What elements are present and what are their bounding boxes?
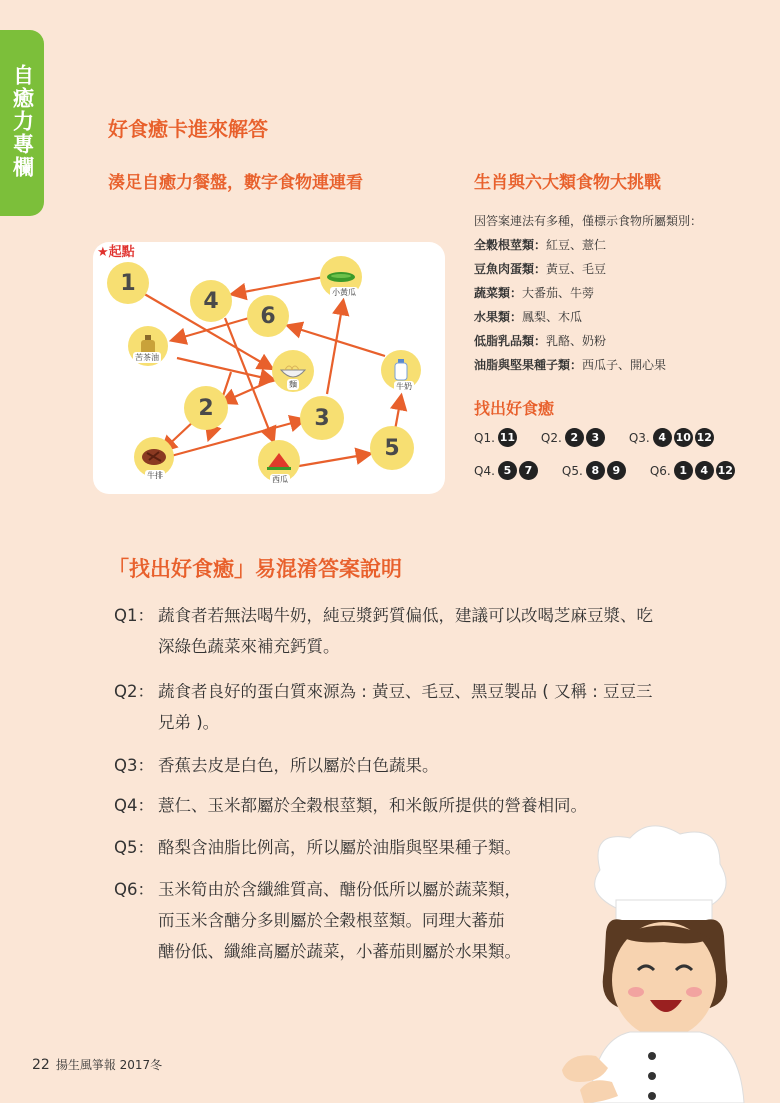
- page-title: 好食癒卡進來解答: [108, 117, 268, 141]
- node-6: [247, 295, 289, 337]
- answer-badge: 4: [695, 461, 714, 480]
- answer-items: 乳酪、奶粉: [546, 334, 607, 348]
- qa-line: 兄弟 )。: [158, 713, 220, 732]
- answer-badge: 12: [695, 428, 714, 447]
- qa-item-3: [114, 750, 734, 781]
- page-number: 22: [32, 1057, 50, 1073]
- noodle-label: 麵: [289, 380, 297, 389]
- answer-items: 鳳梨、木瓜: [522, 310, 583, 324]
- answer-badge: 11: [498, 428, 517, 447]
- node-2: [184, 386, 228, 430]
- answer-badge: 2: [565, 428, 584, 447]
- good-food-q2: [541, 428, 607, 447]
- qa-number: Q4：: [114, 796, 154, 815]
- answer-badge: 3: [586, 428, 605, 447]
- good-food-q6: [650, 461, 737, 480]
- qa-line: 蔬食者良好的蛋白質來源為 : 黃豆、毛豆、黑豆製品 ( 又稱 : 豆豆三: [158, 682, 653, 701]
- good-food-row-2: [474, 461, 759, 480]
- node-5: [370, 426, 414, 470]
- watermelon-icon: [265, 451, 293, 471]
- answer-row: [474, 233, 702, 257]
- answer-badge: 5: [498, 461, 517, 480]
- milk-bottle-icon: [394, 359, 408, 381]
- answer-items: 紅豆、薏仁: [546, 238, 607, 252]
- qa-line: 玉米筍由於含纖維質高、醣份低所以屬於蔬菜類，: [158, 880, 521, 899]
- node-number: 4: [203, 288, 219, 314]
- qa-number: Q6：: [114, 880, 154, 899]
- node-4: [190, 280, 232, 322]
- answer-items: 西瓜子、開心果: [582, 358, 667, 372]
- arrow-cucumber-to-4: [233, 276, 329, 294]
- node-1: [107, 262, 149, 304]
- page-footer: [32, 1056, 162, 1073]
- answer-category: 蔬菜類：: [474, 286, 523, 300]
- chef-illustration: [560, 820, 760, 1103]
- publication-name: 揚生風箏報 2017冬: [55, 1058, 163, 1072]
- arrow-5-to-milk: [395, 397, 401, 430]
- qa-line: 深綠色蔬菜來補充鈣質。: [158, 637, 340, 656]
- answer-row: [474, 353, 702, 377]
- oil-label: 苦茶油: [135, 353, 159, 362]
- answer-badge: 4: [653, 428, 672, 447]
- watermelon-label: 西瓜: [272, 475, 288, 484]
- answer-row: [474, 257, 702, 281]
- category-answers: [474, 209, 702, 377]
- answer-badge: 9: [607, 461, 626, 480]
- qa-number: Q1：: [114, 606, 154, 625]
- answers-intro: 因答案連法有多種，僅標示食物所屬類別：: [474, 214, 703, 228]
- good-food-q4: [474, 461, 540, 480]
- cucumber-label: 小黃瓜: [332, 288, 356, 297]
- answer-badge: 1: [674, 461, 693, 480]
- qa-number: Q2：: [114, 682, 154, 701]
- answer-row: [474, 305, 702, 329]
- qa-number: Q5：: [114, 838, 154, 857]
- challenge-subtitle: 生肖與六大類食物大挑戰: [474, 173, 661, 193]
- answer-badge: 10: [674, 428, 693, 447]
- start-label: ★起點: [97, 245, 135, 260]
- answer-badge: 8: [586, 461, 605, 480]
- side-tab-label: 自癒力專欄: [10, 64, 35, 179]
- good-food-q1: [474, 428, 519, 447]
- good-food-row-1: [474, 428, 738, 447]
- answer-category: 水果類：: [474, 310, 523, 324]
- arrow-3-to-cucumber: [327, 302, 343, 394]
- node-number: 5: [384, 435, 400, 461]
- node-3: [300, 396, 344, 440]
- qa-line: 酪梨含油脂比例高，所以屬於油脂與堅果種子類。: [158, 838, 521, 857]
- qa-item-2: [114, 676, 734, 738]
- qa-line: 而玉米含醣分多則屬於全穀根莖類。同理大蕃茄: [158, 911, 505, 930]
- answer-items: 大番茄、牛蒡: [522, 286, 595, 300]
- good-food-title: 找出好食癒: [474, 399, 555, 418]
- good-food-q3: [629, 428, 716, 447]
- qa-line: 蔬食者若無法喝牛奶，純豆漿鈣質偏低，建議可以改喝芝麻豆漿、吃: [158, 606, 653, 625]
- side-tab: [0, 30, 44, 216]
- arrow-noodle-to-2: [223, 380, 273, 402]
- node-number: 1: [120, 270, 136, 296]
- question-number: Q4.: [474, 463, 495, 478]
- node-number: 3: [314, 405, 330, 431]
- qa-number: Q3：: [114, 756, 154, 775]
- question-number: Q1.: [474, 430, 495, 445]
- qa-item-6: [114, 874, 554, 967]
- milk-label: 牛奶: [396, 382, 412, 391]
- question-number: Q5.: [561, 463, 583, 478]
- answer-row: [474, 329, 702, 353]
- answer-items: 黃豆、毛豆: [546, 262, 607, 276]
- arrow-watermelon-to-5: [299, 454, 369, 466]
- qa-item-1: [114, 600, 734, 662]
- question-number: Q3.: [628, 430, 650, 445]
- answer-badge: 7: [519, 461, 538, 480]
- question-number: Q2.: [540, 430, 562, 445]
- qa-line: 薏仁、玉米都屬於全穀根莖類，和米飯所提供的營養相同。: [158, 796, 587, 815]
- answer-category: 低脂乳品類：: [474, 334, 547, 348]
- answer-category: 油脂與堅果種子類：: [474, 358, 583, 372]
- steak-icon: [141, 448, 167, 466]
- answer-category: 豆魚肉蛋類：: [474, 262, 547, 276]
- cucumber-icon: [326, 270, 356, 284]
- answer-row: [474, 281, 702, 305]
- qa-item-4: [114, 790, 734, 821]
- question-number: Q6.: [649, 463, 671, 478]
- puzzle-subtitle: 湊足自癒力餐盤，數字食物連連看: [108, 173, 363, 193]
- answer-badge: 12: [716, 461, 735, 480]
- section-title: 「找出好食癒」易混淆答案說明: [108, 557, 402, 581]
- qa-line: 香蕉去皮是白色，所以屬於白色蔬果。: [158, 756, 439, 775]
- node-number: 6: [260, 303, 276, 329]
- steak-label: 牛排: [147, 471, 163, 480]
- node-number: 2: [198, 395, 214, 421]
- good-food-q5: [562, 461, 628, 480]
- qa-line: 醣份低、纖維高屬於蔬菜，小蕃茄則屬於水果類。: [158, 942, 521, 961]
- answer-category: 全穀根莖類：: [474, 238, 547, 252]
